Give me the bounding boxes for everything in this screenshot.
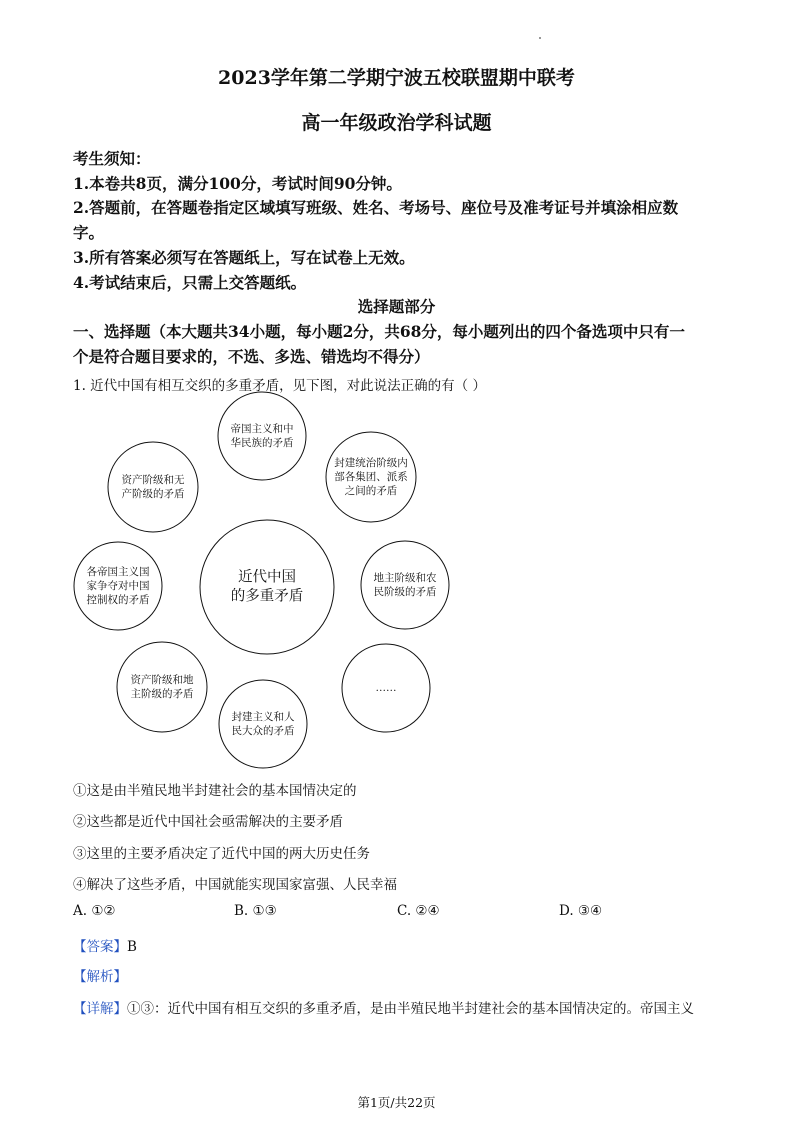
center-label: 近代中国	[238, 569, 296, 586]
section-instruction: 个是符合题目要求的，不选、多选、错选均不得分）	[73, 347, 430, 366]
contradiction-node-label: 之间的矛盾	[344, 485, 398, 497]
statement-3: ③这里的主要矛盾决定了近代中国的两大历史任务	[73, 846, 370, 862]
detail-text: ①③：近代中国有相互交织的多重矛盾，是由半殖民地半封建社会的基本国情决定的。帝国主义	[127, 1001, 694, 1017]
contradiction-node	[108, 442, 198, 532]
analysis-tag: 【解析】	[73, 969, 127, 985]
notice-heading: 考生须知：	[73, 149, 151, 168]
statement-1: ①这是由半殖民地半封建社会的基本国情决定的	[73, 783, 357, 799]
contradiction-node-label: 封建主义和人	[231, 711, 295, 723]
exam-title: 2023学年第二学期宁波五校联盟期中联考	[218, 67, 575, 89]
contradiction-node-label: 华民族的矛盾	[230, 437, 294, 449]
center-circle	[200, 520, 334, 654]
detail-tag: 【详解】	[73, 1001, 127, 1017]
notice-item: 2.答题前，在答题卷指定区域填写班级、姓名、考场号、座位号及准考证号并填涂相应数	[73, 198, 679, 217]
contradiction-node-label: 帝国主义和中	[230, 423, 294, 435]
contradiction-node	[219, 680, 307, 768]
page-footer: 第1页/共22页	[357, 1095, 436, 1110]
answer-value: B	[127, 939, 137, 955]
contradiction-node-label: 控制权的矛盾	[86, 594, 150, 606]
answer-line	[73, 935, 137, 955]
option-d: D. ③④	[559, 903, 603, 919]
contradiction-node-label: 民大众的矛盾	[231, 725, 295, 737]
notice-item: 1.本卷共8页，满分100分，考试时间90分钟。	[73, 174, 402, 193]
notice-item: 字。	[73, 223, 105, 242]
contradiction-node-label: 各帝国主义国	[86, 566, 150, 578]
center-label: 的多重矛盾	[230, 588, 304, 605]
option-a: A. ①②	[73, 903, 116, 919]
section-title: 选择题部分	[357, 297, 436, 316]
contradiction-node-label: 产阶级的矛盾	[121, 488, 185, 500]
section-instruction: 一、选择题（本大题共34小题，每小题2分，共68分，每小题列出的四个备选项中只有一	[73, 322, 685, 341]
contradiction-node-label: 部各集团、派系	[334, 471, 408, 483]
option-b: B. ①③	[234, 903, 277, 919]
contradiction-node-label: 民阶级的矛盾	[373, 586, 437, 598]
analysis-line	[73, 965, 127, 985]
statement-4: ④解决了这些矛盾，中国就能实现国家富强、人民幸福	[73, 877, 397, 893]
exam-subtitle: 高一年级政治学科试题	[301, 112, 492, 134]
contradiction-node-label: 地主阶级和农	[373, 572, 437, 584]
contradiction-node-label: 资产阶级和地	[130, 674, 194, 686]
contradiction-node-label: 资产阶级和无	[121, 474, 185, 486]
contradiction-diagram	[0, 390, 793, 780]
contradiction-node-label: 封建统治阶级内	[334, 457, 408, 469]
contradiction-node	[117, 642, 207, 732]
option-c: C. ②④	[397, 903, 440, 919]
question-stem: 1. 近代中国有相互交织的多重矛盾，见下图，对此说法正确的有（ ）	[73, 378, 486, 394]
contradiction-node	[361, 541, 449, 629]
contradiction-node-label: ……	[375, 682, 397, 694]
contradiction-node-label: 家争夺对中国	[86, 580, 150, 592]
detail-line	[73, 997, 694, 1017]
notice-item: 4.考试结束后，只需上交答题纸。	[73, 273, 307, 292]
scan-dot	[539, 37, 541, 39]
contradiction-node	[218, 392, 306, 480]
answer-tag: 【答案】	[73, 939, 127, 955]
notice-item: 3.所有答案必须写在答题纸上，写在试卷上无效。	[73, 248, 415, 267]
contradiction-node-label: 主阶级的矛盾	[130, 688, 194, 700]
statement-2: ②这些都是近代中国社会亟需解决的主要矛盾	[73, 814, 343, 830]
